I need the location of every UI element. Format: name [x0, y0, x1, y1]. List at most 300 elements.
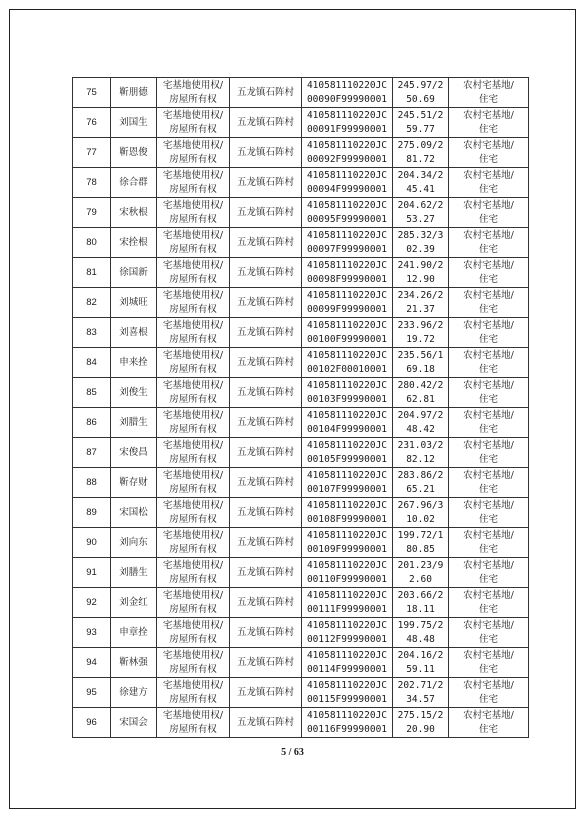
area-text: 19.72 [406, 333, 435, 345]
location-text: 五龙镇石阵村 [236, 416, 294, 428]
owner-name-cell [111, 708, 157, 738]
right-type-text: 房屋所有权 [169, 423, 217, 435]
right-type-text: 宅基地使用权/ [162, 439, 224, 451]
unit-code-cell [302, 258, 393, 288]
right-type-text: 房屋所有权 [169, 93, 217, 105]
unit-code-text: 00112F99990001 [306, 633, 388, 645]
unit-code-text: 00099F99990001 [306, 303, 388, 315]
area-cell [393, 648, 449, 678]
location-text: 五龙镇石阵村 [236, 116, 294, 128]
location-text: 五龙镇石阵村 [236, 326, 294, 338]
location-text: 五龙镇石阵村 [236, 626, 294, 638]
right-type-cell [157, 288, 230, 318]
land-use-cell [449, 648, 529, 678]
area-cell [393, 528, 449, 558]
land-use-text: 住宅 [478, 483, 498, 495]
land-use-text: 农村宅基地/ [463, 379, 514, 391]
row-number-cell [73, 78, 111, 108]
area-text: 21.37 [406, 303, 435, 315]
row-number-text: 80 [86, 236, 97, 248]
owner-name-text: 宋俊昌 [119, 446, 148, 458]
row-number-cell [73, 288, 111, 318]
row-number-text: 96 [86, 716, 97, 728]
land-use-text: 农村宅基地/ [463, 319, 514, 331]
land-use-text: 农村宅基地/ [463, 679, 514, 691]
land-use-text: 住宅 [478, 333, 498, 345]
unit-code-text: 410581110220JC [306, 79, 388, 91]
unit-code-text: 00107F99990001 [306, 483, 388, 495]
right-type-text: 房屋所有权 [169, 393, 217, 405]
area-text: 59.77 [406, 123, 435, 135]
right-type-cell [157, 138, 230, 168]
right-type-text: 宅基地使用权/ [162, 169, 224, 181]
owner-name-cell [111, 108, 157, 138]
row-number-text: 82 [86, 296, 97, 308]
area-text: 204.97/2 [397, 409, 444, 421]
owner-name-text: 刘俊生 [119, 386, 148, 398]
right-type-text: 房屋所有权 [169, 153, 217, 165]
right-type-text: 房屋所有权 [169, 303, 217, 315]
owner-name-cell [111, 438, 157, 468]
owner-name-cell [111, 498, 157, 528]
row-number-text: 89 [86, 506, 97, 518]
area-text: 45.41 [406, 183, 435, 195]
land-use-text: 农村宅基地/ [463, 199, 514, 211]
location-cell [230, 618, 302, 648]
location-cell [230, 378, 302, 408]
unit-code-cell [302, 78, 393, 108]
unit-code-text: 00109F99990001 [306, 543, 388, 555]
land-use-text: 住宅 [478, 303, 498, 315]
row-number-text: 95 [86, 686, 97, 698]
area-text: 65.21 [406, 483, 435, 495]
right-type-text: 房屋所有权 [169, 243, 217, 255]
row-number-text: 76 [86, 116, 97, 128]
unit-code-text: 00116F99990001 [306, 723, 388, 735]
land-use-text: 住宅 [478, 723, 498, 735]
row-number-text: 92 [86, 596, 97, 608]
row-number-text: 83 [86, 326, 97, 338]
area-text: 285.32/3 [397, 229, 444, 241]
land-use-cell [449, 348, 529, 378]
right-type-text: 房屋所有权 [169, 573, 217, 585]
owner-name-cell [111, 168, 157, 198]
unit-code-cell [302, 288, 393, 318]
area-cell [393, 78, 449, 108]
unit-code-text: 410581110220JC [306, 559, 388, 571]
land-use-cell [449, 588, 529, 618]
unit-code-text: 00095F99990001 [306, 213, 388, 225]
location-cell [230, 258, 302, 288]
area-cell [393, 228, 449, 258]
area-text: 10.02 [406, 513, 435, 525]
area-text: 199.75/2 [397, 619, 444, 631]
owner-name-cell [111, 678, 157, 708]
land-use-cell [449, 498, 529, 528]
unit-code-text: 410581110220JC [306, 709, 388, 721]
area-cell [393, 288, 449, 318]
right-type-text: 宅基地使用权/ [162, 139, 224, 151]
row-number-cell [73, 588, 111, 618]
land-use-cell [449, 708, 529, 738]
area-text: 12.90 [406, 273, 435, 285]
table-row [73, 648, 529, 678]
land-use-cell [449, 618, 529, 648]
location-cell [230, 468, 302, 498]
row-number-text: 93 [86, 626, 97, 638]
location-cell [230, 438, 302, 468]
area-text: 48.48 [406, 633, 435, 645]
table-row [73, 618, 529, 648]
land-use-cell [449, 78, 529, 108]
right-type-cell [157, 528, 230, 558]
unit-code-text: 00098F99990001 [306, 273, 388, 285]
unit-code-cell [302, 438, 393, 468]
area-text: 18.11 [406, 603, 435, 615]
location-text: 五龙镇石阵村 [236, 656, 294, 668]
area-cell [393, 708, 449, 738]
area-text: 20.90 [406, 723, 435, 735]
location-cell [230, 588, 302, 618]
land-use-text: 农村宅基地/ [463, 349, 514, 361]
unit-code-text: 00090F99990001 [306, 93, 388, 105]
owner-name-text: 宋拴根 [119, 236, 148, 248]
right-type-text: 宅基地使用权/ [162, 589, 224, 601]
row-number-text: 81 [86, 266, 97, 278]
land-use-cell [449, 258, 529, 288]
right-type-text: 房屋所有权 [169, 633, 217, 645]
land-use-text: 住宅 [478, 423, 498, 435]
row-number-cell [73, 348, 111, 378]
right-type-text: 房屋所有权 [169, 483, 217, 495]
land-use-text: 住宅 [478, 633, 498, 645]
row-number-text: 94 [86, 656, 97, 668]
land-use-cell [449, 438, 529, 468]
owner-name-text: 靳存财 [119, 476, 148, 488]
row-number-cell [73, 258, 111, 288]
land-use-text: 农村宅基地/ [463, 559, 514, 571]
area-text: 2.60 [409, 573, 432, 585]
location-text: 五龙镇石阵村 [236, 536, 294, 548]
right-type-text: 宅基地使用权/ [162, 619, 224, 631]
owner-name-text: 刘腊生 [119, 416, 148, 428]
land-use-cell [449, 198, 529, 228]
row-number-text: 86 [86, 416, 97, 428]
table-row [73, 198, 529, 228]
right-type-cell [157, 408, 230, 438]
unit-code-text: 00100F99990001 [306, 333, 388, 345]
unit-code-cell [302, 708, 393, 738]
area-text: 241.90/2 [397, 259, 444, 271]
right-type-cell [157, 588, 230, 618]
land-use-text: 农村宅基地/ [463, 289, 514, 301]
area-text: 231.03/2 [397, 439, 444, 451]
unit-code-text: 00108F99990001 [306, 513, 388, 525]
land-use-cell [449, 168, 529, 198]
right-type-cell [157, 348, 230, 378]
unit-code-cell [302, 408, 393, 438]
unit-code-cell [302, 528, 393, 558]
row-number-cell [73, 408, 111, 438]
owner-name-text: 宋秋根 [119, 206, 148, 218]
table-row [73, 168, 529, 198]
owner-name-cell [111, 588, 157, 618]
unit-code-cell [302, 618, 393, 648]
land-use-text: 住宅 [478, 663, 498, 675]
right-type-text: 宅基地使用权/ [162, 109, 224, 121]
area-cell [393, 108, 449, 138]
land-use-text: 住宅 [478, 363, 498, 375]
right-type-cell [157, 78, 230, 108]
right-type-text: 房屋所有权 [169, 513, 217, 525]
property-register-table [72, 77, 529, 738]
right-type-cell [157, 228, 230, 258]
unit-code-cell [302, 168, 393, 198]
right-type-cell [157, 378, 230, 408]
area-text: 204.16/2 [397, 649, 444, 661]
unit-code-text: 410581110220JC [306, 169, 388, 181]
owner-name-cell [111, 378, 157, 408]
unit-code-text: 410581110220JC [306, 649, 388, 661]
unit-code-text: 00094F99990001 [306, 183, 388, 195]
table-row [73, 678, 529, 708]
location-cell [230, 198, 302, 228]
row-number-cell [73, 618, 111, 648]
land-use-cell [449, 378, 529, 408]
location-text: 五龙镇石阵村 [236, 686, 294, 698]
row-number-text: 85 [86, 386, 97, 398]
area-cell [393, 318, 449, 348]
right-type-text: 房屋所有权 [169, 723, 217, 735]
land-use-text: 农村宅基地/ [463, 469, 514, 481]
area-text: 81.72 [406, 153, 435, 165]
owner-name-cell [111, 348, 157, 378]
table-row [73, 408, 529, 438]
land-use-text: 农村宅基地/ [463, 589, 514, 601]
right-type-text: 宅基地使用权/ [162, 559, 224, 571]
right-type-text: 宅基地使用权/ [162, 349, 224, 361]
location-cell [230, 708, 302, 738]
owner-name-text: 申来拴 [119, 356, 148, 368]
land-use-text: 住宅 [478, 573, 498, 585]
location-text: 五龙镇石阵村 [236, 716, 294, 728]
land-use-text: 住宅 [478, 603, 498, 615]
table-row [73, 468, 529, 498]
unit-code-cell [302, 678, 393, 708]
land-use-text: 农村宅基地/ [463, 499, 514, 511]
area-text: 50.69 [406, 93, 435, 105]
row-number-cell [73, 318, 111, 348]
location-cell [230, 138, 302, 168]
unit-code-cell [302, 198, 393, 228]
land-use-cell [449, 408, 529, 438]
table-row [73, 498, 529, 528]
table-row [73, 348, 529, 378]
area-cell [393, 498, 449, 528]
owner-name-text: 徐合群 [119, 176, 148, 188]
area-cell [393, 258, 449, 288]
location-cell [230, 678, 302, 708]
unit-code-cell [302, 588, 393, 618]
owner-name-text: 徐建方 [119, 686, 148, 698]
row-number-cell [73, 438, 111, 468]
location-cell [230, 558, 302, 588]
land-use-text: 农村宅基地/ [463, 109, 514, 121]
row-number-text: 87 [86, 446, 97, 458]
land-use-text: 住宅 [478, 243, 498, 255]
land-use-text: 农村宅基地/ [463, 169, 514, 181]
right-type-text: 房屋所有权 [169, 183, 217, 195]
land-use-cell [449, 558, 529, 588]
unit-code-text: 00104F99990001 [306, 423, 388, 435]
right-type-text: 房屋所有权 [169, 273, 217, 285]
row-number-cell [73, 468, 111, 498]
area-cell [393, 558, 449, 588]
table-row [73, 138, 529, 168]
area-cell [393, 678, 449, 708]
land-use-text: 住宅 [478, 453, 498, 465]
right-type-text: 房屋所有权 [169, 603, 217, 615]
unit-code-text: 410581110220JC [306, 379, 388, 391]
land-use-text: 住宅 [478, 153, 498, 165]
area-text: 275.09/2 [397, 139, 444, 151]
unit-code-text: 00110F99990001 [306, 573, 388, 585]
location-cell [230, 498, 302, 528]
location-cell [230, 78, 302, 108]
table-row [73, 528, 529, 558]
area-text: 80.85 [406, 543, 435, 555]
unit-code-cell [302, 348, 393, 378]
row-number-cell [73, 558, 111, 588]
area-text: 02.39 [406, 243, 435, 255]
right-type-text: 宅基地使用权/ [162, 199, 224, 211]
land-use-cell [449, 678, 529, 708]
unit-code-cell [302, 498, 393, 528]
right-type-text: 宅基地使用权/ [162, 709, 224, 721]
right-type-text: 宅基地使用权/ [162, 289, 224, 301]
row-number-cell [73, 108, 111, 138]
owner-name-cell [111, 198, 157, 228]
owner-name-text: 刘向东 [119, 536, 148, 548]
owner-name-cell [111, 228, 157, 258]
land-use-text: 农村宅基地/ [463, 229, 514, 241]
location-text: 五龙镇石阵村 [236, 146, 294, 158]
table-row [73, 78, 529, 108]
unit-code-text: 00102F00010001 [306, 363, 388, 375]
unit-code-text: 410581110220JC [306, 349, 388, 361]
row-number-cell [73, 498, 111, 528]
right-type-text: 房屋所有权 [169, 213, 217, 225]
unit-code-text: 410581110220JC [306, 409, 388, 421]
owner-name-cell [111, 138, 157, 168]
owner-name-text: 宋国松 [119, 506, 148, 518]
right-type-text: 房屋所有权 [169, 663, 217, 675]
right-type-text: 宅基地使用权/ [162, 469, 224, 481]
location-cell [230, 168, 302, 198]
owner-name-cell [111, 558, 157, 588]
unit-code-text: 410581110220JC [306, 469, 388, 481]
owner-name-cell [111, 318, 157, 348]
right-type-text: 房屋所有权 [169, 543, 217, 555]
owner-name-text: 靳恩俊 [119, 146, 148, 158]
area-cell [393, 198, 449, 228]
right-type-cell [157, 168, 230, 198]
area-text: 62.81 [406, 393, 435, 405]
owner-name-text: 刘膳生 [119, 566, 148, 578]
unit-code-text: 410581110220JC [306, 499, 388, 511]
location-text: 五龙镇石阵村 [236, 566, 294, 578]
table-row [73, 258, 529, 288]
unit-code-text: 00091F99990001 [306, 123, 388, 135]
owner-name-text: 宋国会 [119, 716, 148, 728]
unit-code-text: 410581110220JC [306, 139, 388, 151]
land-use-text: 住宅 [478, 273, 498, 285]
area-cell [393, 438, 449, 468]
owner-name-cell [111, 468, 157, 498]
right-type-text: 房屋所有权 [169, 453, 217, 465]
right-type-text: 宅基地使用权/ [162, 529, 224, 541]
right-type-text: 宅基地使用权/ [162, 379, 224, 391]
table-row [73, 558, 529, 588]
area-text: 283.86/2 [397, 469, 444, 481]
land-use-text: 住宅 [478, 543, 498, 555]
row-number-cell [73, 678, 111, 708]
unit-code-text: 410581110220JC [306, 109, 388, 121]
location-text: 五龙镇石阵村 [236, 386, 294, 398]
land-use-text: 住宅 [478, 183, 498, 195]
location-text: 五龙镇石阵村 [236, 476, 294, 488]
table-row [73, 108, 529, 138]
unit-code-cell [302, 648, 393, 678]
land-use-text: 住宅 [478, 393, 498, 405]
area-cell [393, 348, 449, 378]
area-text: 201.23/9 [397, 559, 444, 571]
unit-code-text: 410581110220JC [306, 229, 388, 241]
right-type-cell [157, 438, 230, 468]
row-number-text: 77 [86, 146, 97, 158]
table-row [73, 318, 529, 348]
owner-name-text: 刘国生 [119, 116, 148, 128]
land-use-text: 住宅 [478, 213, 498, 225]
location-text: 五龙镇石阵村 [236, 296, 294, 308]
location-cell [230, 288, 302, 318]
right-type-text: 房屋所有权 [169, 333, 217, 345]
owner-name-cell [111, 618, 157, 648]
unit-code-text: 410581110220JC [306, 199, 388, 211]
owner-name-text: 刘城旺 [119, 296, 148, 308]
right-type-cell [157, 618, 230, 648]
row-number-cell [73, 198, 111, 228]
land-use-text: 农村宅基地/ [463, 529, 514, 541]
land-use-text: 农村宅基地/ [463, 139, 514, 151]
right-type-text: 宅基地使用权/ [162, 79, 224, 91]
land-use-text: 农村宅基地/ [463, 409, 514, 421]
unit-code-text: 00115F99990001 [306, 693, 388, 705]
owner-name-text: 刘金红 [119, 596, 148, 608]
land-use-text: 农村宅基地/ [463, 439, 514, 451]
unit-code-text: 00105F99990001 [306, 453, 388, 465]
location-text: 五龙镇石阵村 [236, 266, 294, 278]
right-type-text: 宅基地使用权/ [162, 499, 224, 511]
location-text: 五龙镇石阵村 [236, 86, 294, 98]
land-use-cell [449, 318, 529, 348]
land-use-cell [449, 108, 529, 138]
location-cell [230, 228, 302, 258]
unit-code-text: 00114F99990001 [306, 663, 388, 675]
right-type-cell [157, 108, 230, 138]
area-text: 234.26/2 [397, 289, 444, 301]
area-cell [393, 618, 449, 648]
